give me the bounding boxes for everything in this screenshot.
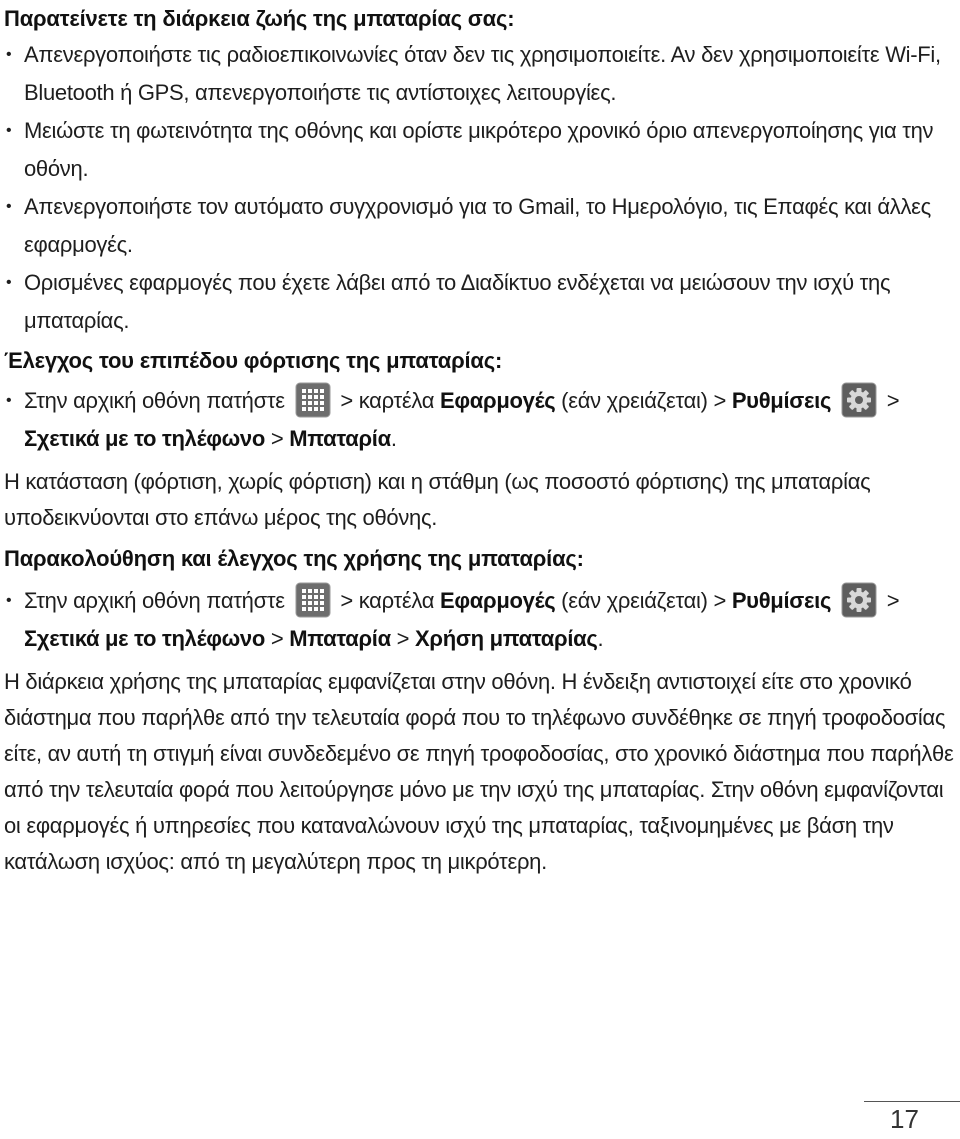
- page-number: 17: [890, 1104, 919, 1134]
- manual-page: [4, 0, 954, 880]
- step-text: > καρτέλα: [340, 388, 435, 413]
- step-text: .: [390, 426, 397, 451]
- list-item: [4, 582, 954, 658]
- section-title-check-charge: Έλεγχος του επιπέδου φόρτισης της μπαταρίας:: [4, 348, 503, 373]
- battery-tips-list: [4, 36, 954, 340]
- list-item: • Απενεργοποιήστε τον αυτόματο συγχρονισμό για το Gmail, το Ημερολόγιο, τις Επαφές και άλλες εφαρμογές.: [4, 188, 954, 264]
- apps-grid-icon: [295, 582, 331, 618]
- apps-tab-label: Εφαρμογές: [440, 388, 556, 413]
- step-text: .: [597, 626, 604, 651]
- section-title-extend-battery: Παρατείνετε τη διάρκεια ζωής της μπαταρίας σας:: [4, 6, 515, 31]
- step-text: (εάν χρειάζεται) >: [561, 388, 726, 413]
- step-text: >: [396, 626, 410, 651]
- about-phone-label: Σχετικά με το τηλέφωνο: [24, 426, 265, 451]
- page-number-rule: [864, 1101, 960, 1102]
- list-item: • Απενεργοποιήστε τις ραδιοεπικοινωνίες όταν δεν τις χρησιμοποιείτε. Αν δεν χρησιμοποιείτε Wi-Fi, Bluetooth ή GPS, απενεργοποιήστε τις αντίστοιχες λειτουργίες.: [4, 36, 954, 112]
- check-charge-steps: [4, 382, 954, 458]
- about-phone-label: Σχετικά με το τηλέφωνο: [24, 626, 265, 651]
- step-text: (εάν χρειάζεται) >: [561, 588, 726, 613]
- settings-gear-icon: [841, 582, 877, 618]
- battery-label: Μπαταρία: [289, 426, 391, 451]
- apps-grid-icon: [295, 382, 331, 418]
- list-item: • Μειώστε τη φωτεινότητα της οθόνης και ορίστε μικρότερο χρονικό όριο απενεργοποίησης για την οθόνη.: [4, 112, 954, 188]
- charge-status-note: Η κατάσταση (φόρτιση, χωρίς φόρτιση) και η στάθμη (ως ποσοστό φόρτισης) της μπαταρίας υποδεικνύονται στο επάνω μέρος της οθόνης.: [4, 469, 871, 530]
- step-text: Στην αρχική οθόνη πατήστε: [24, 588, 285, 613]
- section-title-monitor-usage: Παρακολούθηση και έλεγχος της χρήσης της μπαταρίας:: [4, 546, 584, 571]
- step-text: >: [270, 426, 284, 451]
- battery-label: Μπαταρία: [289, 626, 391, 651]
- battery-usage-note: Η διάρκεια χρήσης της μπαταρίας εμφανίζεται στην οθόνη. Η ένδειξη αντιστοιχεί είτε στο χρονικό διάστημα που παρήλθε από την τελευταία φορά που το τηλέφωνο συνδέθηκε σε πηγή τροφοδοσίας είτε, αν αυτή τη στιγμή είναι συνδεδεμένο σε πηγή τροφοδοσίας, στο χρονικό διάστημα που παρήλθε από την τελευταία φορά που λειτούργησε μόνο με την ισχύ της μπαταρίας. Στην οθόνη εμφανίζονται οι εφαρμογές ή υπηρεσίες που καταναλώνουν ισχύ της μπαταρίας, ταξινομημένες με βάση την κατάλωση ισχύος: από τη μεγαλύτερη προς τη μικρότερη.: [4, 669, 954, 874]
- list-item: [4, 382, 954, 458]
- monitor-usage-steps: [4, 582, 954, 658]
- apps-tab-label: Εφαρμογές: [440, 588, 556, 613]
- list-item: • Ορισμένες εφαρμογές που έχετε λάβει από το Διαδίκτυο ενδέχεται να μειώσουν την ισχύ της μπαταρίας.: [4, 264, 954, 340]
- battery-usage-label: Χρήση μπαταρίας: [415, 626, 598, 651]
- step-text: Στην αρχική οθόνη πατήστε: [24, 388, 285, 413]
- step-text: >: [886, 388, 900, 413]
- step-text: >: [270, 626, 284, 651]
- settings-gear-icon: [841, 382, 877, 418]
- settings-label: Ρυθμίσεις: [731, 588, 832, 613]
- settings-label: Ρυθμίσεις: [731, 388, 832, 413]
- step-text: >: [886, 588, 900, 613]
- step-text: > καρτέλα: [340, 588, 435, 613]
